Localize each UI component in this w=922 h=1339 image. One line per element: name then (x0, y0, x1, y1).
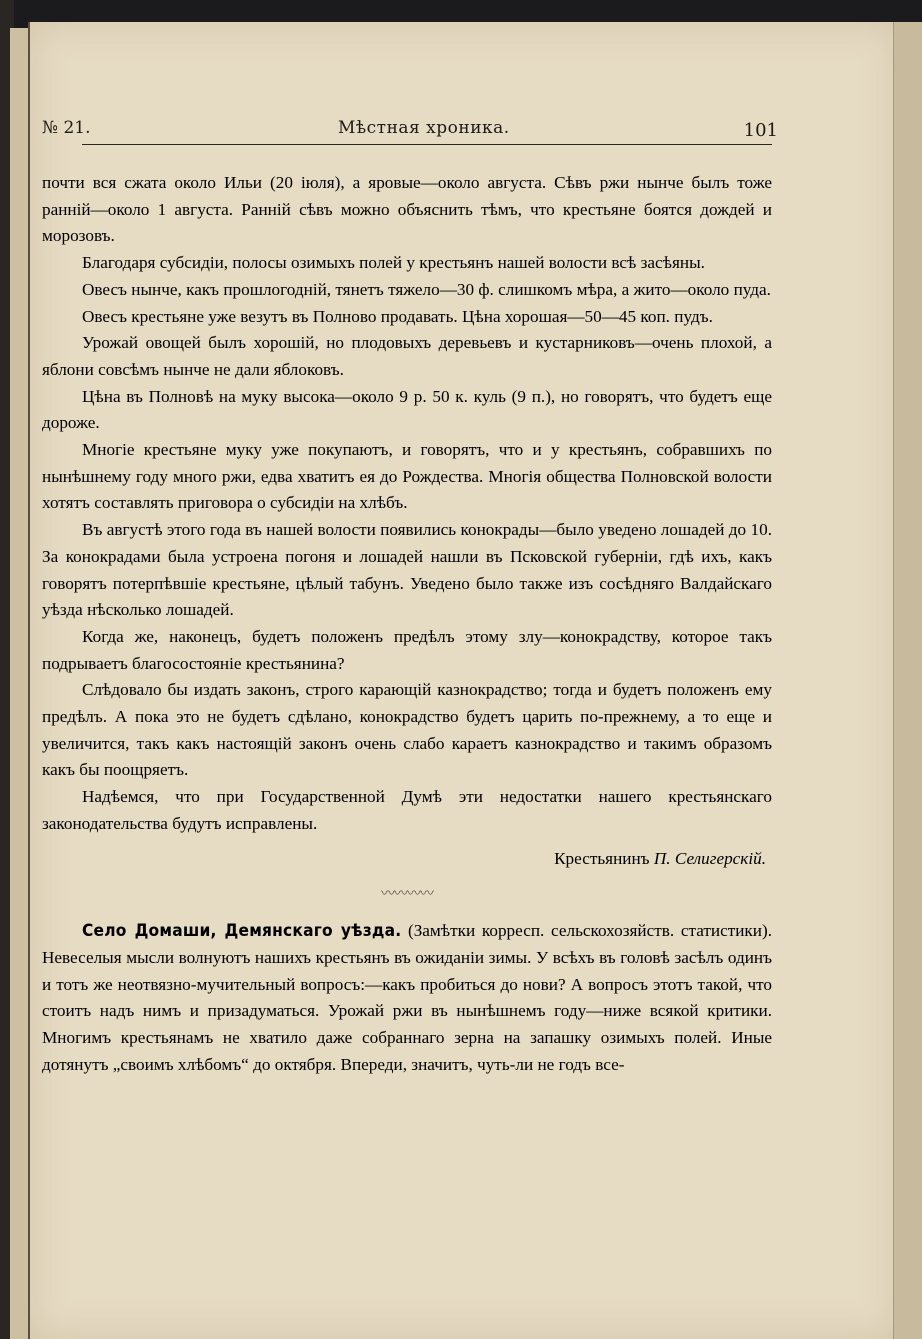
paragraph: Овесъ крестьяне уже везутъ въ Полново продавать. Цѣна хорошая—50—45 коп. пудъ. (82, 306, 713, 326)
section-divider-ornament: 〰〰〰〰 (381, 887, 433, 903)
paragraph: Надѣемся, что при Государственной Думѣ эти недостатки нашего крестьянскаго законодательства будутъ исправлены. (42, 787, 772, 833)
paragraph: Въ августѣ этого года въ нашей волости появились конокрады—было уведено лошадей до 10. За конокрадами была устроена погоня и лошадей нашли въ Псковской губерніи, гдѣ ихъ, какъ говорятъ потерпѣвшіе крестьяне, цѣлый табунъ. Уведено было также изъ сосѣдняго Валдайскаго уѣзда нѣсколько лошадей. (42, 520, 772, 620)
section-title: Мѣстная хроника. (338, 118, 510, 138)
issue-number: № 21. (42, 118, 91, 138)
signature-name: П. Селигерскій. (653, 848, 766, 868)
running-header (42, 118, 778, 148)
paragraph: Когда же, наконецъ, будетъ положенъ предѣлъ этому злу—конокрадству, которое такъ подрываетъ благосостояніе крестьянина? (42, 626, 772, 673)
author-signature (42, 846, 772, 873)
page-number: 101 (743, 120, 778, 141)
paragraph: почти вся сжата около Ильи (20 іюля), а яровые—около августа. Сѣвъ ржи нынче былъ тоже ранній—около 1 августа. Ранній сѣвъ можно объяснить тѣмъ, что крестьяне боятся дождей и морозовъ. (42, 173, 772, 246)
paragraph: Овесъ нынче, какъ прошлогодній, тянетъ тяжело—30 ф. слишкомъ мѣра, а жито—около пуда. (82, 279, 771, 299)
paragraph: Урожай овощей былъ хорошій, но плодовыхъ деревьевъ и кустарниковъ—очень плохой, а яблони совсѣмъ нынче не дали яблоковъ. (42, 333, 772, 379)
paragraph: Многіе крестьяне муку уже покупаютъ, и говорятъ, что и у крестьянъ, собравшихъ по нынѣшнему году много ржи, едва хватитъ ея до Рождества. Многія общества Полновской волости хотятъ составлять приговора о субсидіи на хлѣбъ. (42, 440, 772, 513)
header-rule (82, 144, 772, 145)
second-article-text: (Замѣтки корресп. сельскохозяйств. статистики). Невеселыя мысли волнуютъ нашихъ крестьянъ въ ожиданіи зимы. У всѣхъ въ головѣ засѣлъ одинъ и тотъ же неотвязно-мучительный вопросъ:—какъ пробиться до нови? А вопросъ этотъ такой, что стоитъ надъ нимъ и призадуматься. Урожай ржи въ нынѣшнемъ году—ниже всякой критики. Многимъ крестьянамъ не хватило даже собраннаго зерна на запашку озимыхъ полей. Иные дотянутъ „своимъ хлѣбомъ“ до октября. Впереди, значитъ, чуть-ли не годъ все- (42, 921, 772, 1074)
second-article-lead: Село Домаши, Демянскаго уѣзда. (82, 921, 402, 942)
paragraph: Цѣна въ Полновѣ на муку высока—около 9 р. 50 к. куль (9 п.), но говорятъ, что будетъ еще дороже. (42, 386, 772, 433)
page-stack-edge (893, 22, 922, 1339)
article-body (42, 170, 772, 1079)
signature-prefix: Крестьянинъ (554, 848, 654, 868)
paragraph: Слѣдовало бы издать законъ, строго карающій казнокрадство; тогда и будетъ положенъ ему предѣлъ. А пока это не будетъ сдѣлано, конокрадство будетъ царить по-прежнему, а то еще и увеличится, такъ какъ настоящій законъ очень слабо караетъ казнокрадство и такимъ образомъ какъ бы поощряетъ. (42, 680, 772, 780)
second-article-paragraph (42, 918, 772, 1078)
book-page (28, 22, 898, 1339)
paragraph: Благодаря субсидіи, полосы озимыхъ полей у крестьянъ нашей волости всѣ засѣяны. (82, 253, 705, 273)
